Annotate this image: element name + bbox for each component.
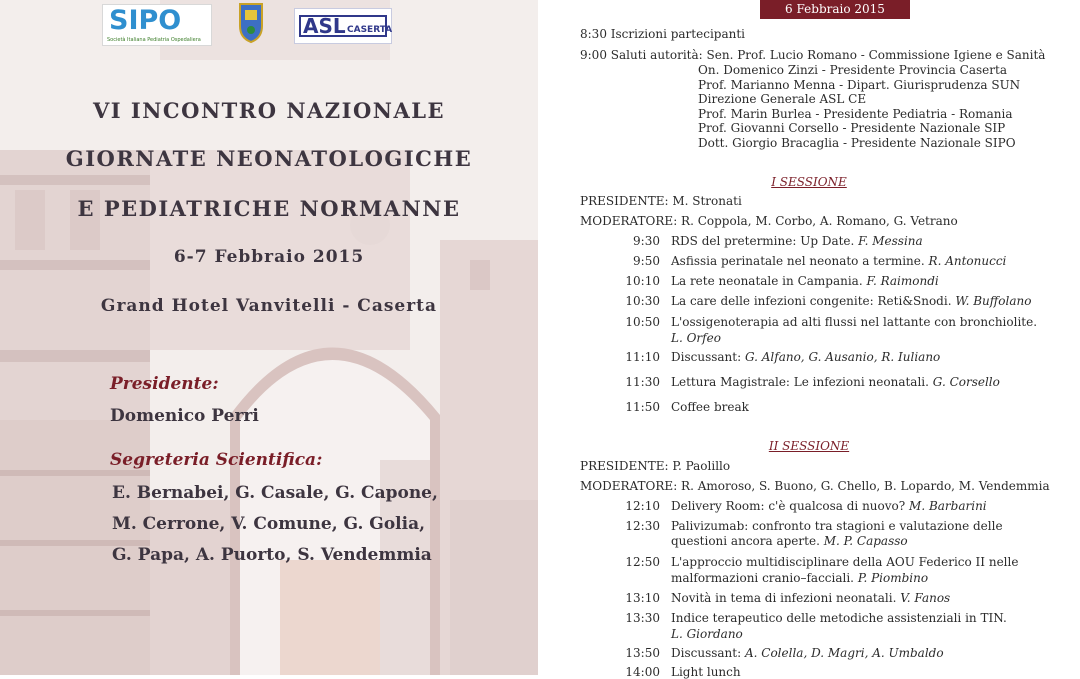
event-title-line-2: GIORNATE NEONATOLOGICHE: [65, 146, 473, 171]
session-1-moderator: MODERATORE: R. Coppola, M. Corbo, A. Romano, G. Vetrano: [580, 214, 958, 228]
authority-line: Prof. Giovanni Corsello - Presidente Nazionale SIP: [698, 121, 1006, 135]
asl-logo-subtitle: CASERTA: [347, 25, 393, 35]
event-dates: 6-7 Febbraio 2015: [173, 247, 365, 267]
session-2-president: PRESIDENTE: P. Paolillo: [580, 459, 731, 473]
event-title-line-3: E PEDIATRICHE NORMANNE: [77, 196, 461, 221]
program-date-header: 6 Febbraio 2015: [760, 0, 910, 19]
asl-logo-text: ASL: [303, 14, 346, 38]
program-panel: 6 Febbraio 2015 8:30 Iscrizioni partecipanti 9:00 Saluti autorità: Sen. Prof. Lucio Romano - Commissione Igiene e Sanità On. Domenico Zinzi - Presidente Provincia Caserta Prof. Marianno Menna - Dipart. Giurisprudenza SUN Direzione Generale ASL CE Prof. Marin Burlea - Presidente Pediatria - Romania Prof. Giovanni Corsello - Presidente Nazionale SIP Dott. Giorgio Bracaglia - Presidente Nazionale SIPO I SESSIONE PRESIDENTE: M. Stronati MODERATORE: R. Coppola, M. Corbo, A. Romano, G. Vetrano 9:30 RDS del pretermine: Up Date. F. Messina 9:50 Asfissia perinatale nel neonato a termine. R. Antonucci 10:10 La rete neonatale in Campania. F. Raimondi 10:30 La care delle infezioni congenite: Reti&Snodi. W. Buffolano 10:50 L'ossigenoterapia ad alti flussi nel lattante con bronchiolite. L. Orfeo 11:10 Discussant: G. Alfano, G. Ausanio, R. Iuliano 11:30 Lettura Magistrale: Le infezioni neonatali. G. Corsello 11:50 Coffee break II SESSIONE PRESIDENTE: P. Paolillo MODERATORE: R. Amoroso, S. Buono, G. Chello, B. Lopardo, M. Vendemmia 12:10 Delivery Room: c'è qualcosa di nuovo? M. Barbarini 12:30 Palivizumab: confronto tra stagioni e valutazione delle questioni ancora aperte. M. P. Capasso 12:50 L'approccio multidisciplinare della AOU Federico II nelle malformazioni cranio–facciali. P. Piombino 13:10 Novità in tema di infezioni neonatali. V. Fanos 13:30 Indice terapeutico delle metodiche assistenziali in TIN. L. Giordano 13:50 Discussant: A. Colella, D. Magri, A. Umbaldo 14:00 Light lunch: [538, 0, 1080, 675]
logo-bar: [102, 0, 402, 46]
secretariat-line: E. Bernabei, G. Casale, G. Capone,: [112, 483, 438, 503]
opening-greetings: 9:00 Saluti autorità: Sen. Prof. Lucio Romano - Commissione Igiene e Sanità: [580, 48, 1046, 62]
asl-caserta-logo: [294, 8, 392, 44]
president-name: Domenico Perri: [110, 406, 259, 426]
secretariat-line: G. Papa, A. Puorto, S. Vendemmia: [112, 545, 432, 565]
authority-line: Direzione Generale ASL CE: [698, 92, 867, 106]
sipo-logo-subtitle: Società Italiana Pediatria Ospedaliera: [107, 37, 201, 43]
event-venue: Grand Hotel Vanvitelli - Caserta: [100, 296, 438, 316]
left-panel: [0, 0, 538, 675]
event-title-line-1: VI INCONTRO NAZIONALE: [92, 98, 446, 123]
authority-line: Dott. Giorgio Bracaglia - Presidente Nazionale SIPO: [698, 136, 1016, 150]
president-label: Presidente:: [110, 374, 219, 394]
sipo-logo-text: SIPO: [109, 5, 182, 36]
session-1-president: PRESIDENTE: M. Stronati: [580, 194, 742, 208]
province-crest-icon: [236, 0, 266, 44]
session-2-title: II SESSIONE: [768, 439, 850, 453]
authority-line: On. Domenico Zinzi - Presidente Provincia Caserta: [698, 63, 1007, 77]
session-2-moderator: MODERATORE: R. Amoroso, S. Buono, G. Chello, B. Lopardo, M. Vendemmia: [580, 479, 1050, 493]
sipo-logo: [102, 4, 212, 46]
opening-registration: 8:30 Iscrizioni partecipanti: [580, 27, 745, 41]
secretariat-names: [112, 478, 438, 571]
secretariat-line: M. Cerrone, V. Comune, G. Golia,: [112, 514, 426, 534]
authority-line: Prof. Marianno Menna - Dipart. Giurisprudenza SUN: [698, 78, 1021, 92]
authority-line: Prof. Marin Burlea - Presidente Pediatria - Romania: [698, 107, 1013, 121]
secretariat-label: Segreteria Scientifica:: [110, 450, 323, 470]
session-1-title: I SESSIONE: [771, 175, 847, 189]
